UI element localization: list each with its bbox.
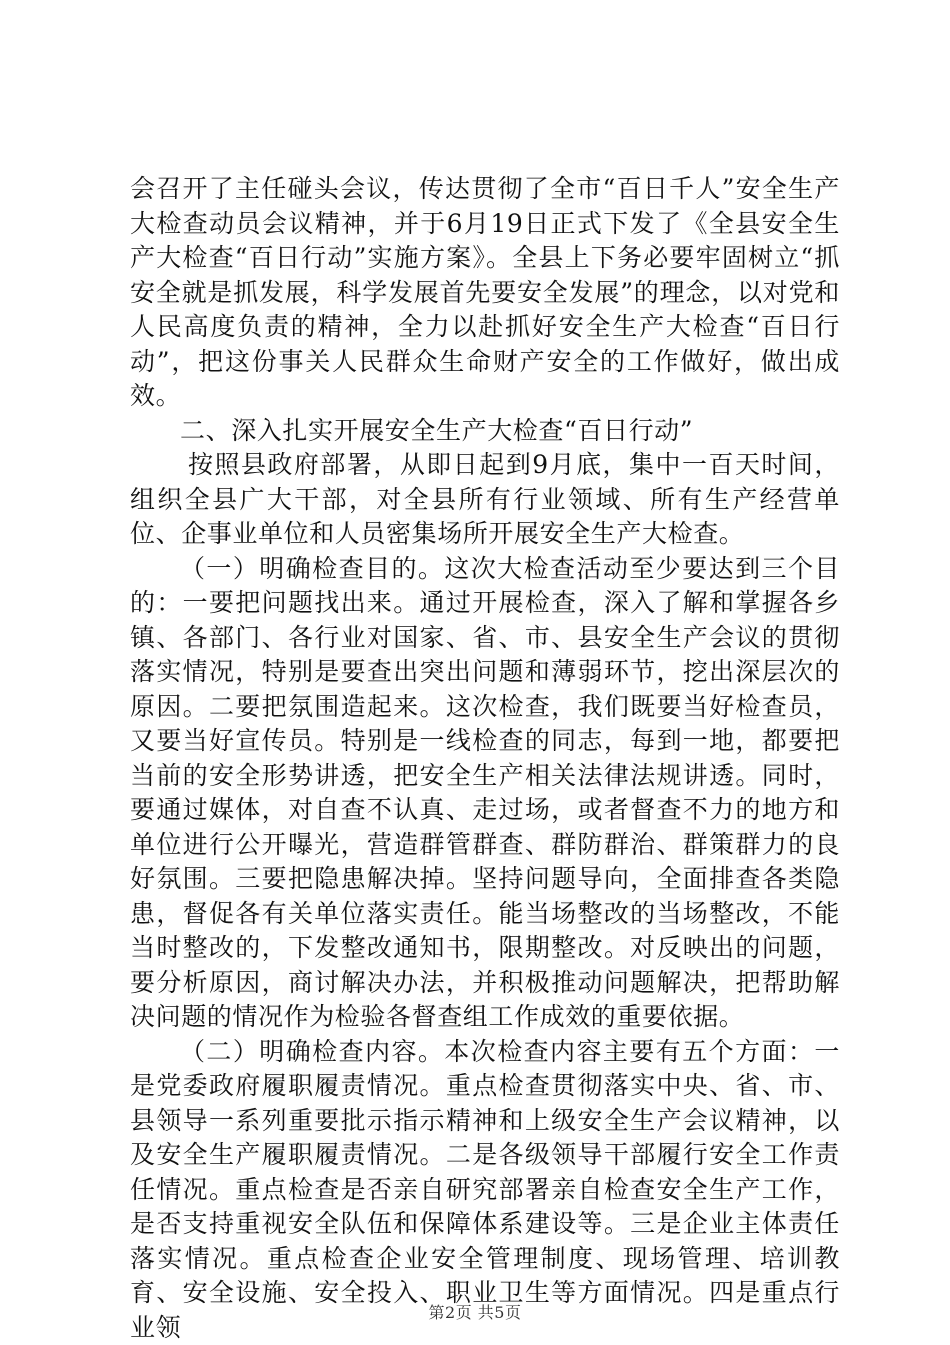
paragraph-intro: 会召开了主任碰头会议，传达贯彻了全市“百日千人”安全生产大检查动员会议精神，并于6月19日正式下发了《全县安全生产大检查“百日行动”实施方案》。全县上下务必要牢固树立“抓安全就是抓发展，科学发展首先要安全发展”的理念，以对党和人民高度负责的精神，全力以赴抓好安全生产大检查“百日行动”，把这份事关人民群众生命财产安全的工作做好，做出成效。 bbox=[130, 172, 840, 414]
document-body bbox=[130, 172, 840, 1345]
paragraph-deployment: 按照县政府部署，从即日起到9月底，集中一百天时间，组织全县广大干部，对全县所有行业领域、所有生产经营单位、企事业单位和人员密集场所开展安全生产大检查。 bbox=[130, 448, 840, 552]
paragraph-inspection-purpose: （一）明确检查目的。这次大检查活动至少要达到三个目的：一要把问题找出来。通过开展检查，深入了解和掌握各乡镇、各部门、各行业对国家、省、市、县安全生产会议的贯彻落实情况，特别是要查出突出问题和薄弱环节，挖出深层次的原因。二要把氛围造起来。这次检查，我们既要当好检查员，又要当好宣传员。特别是一线检查的同志，每到一地，都要把当前的安全形势讲透，把安全生产相关法律法规讲透。同时，要通过媒体，对自查不认真、走过场，或者督查不力的地方和单位进行公开曝光，营造群管群查、群防群治、群策群力的良好氛围。三要把隐患解决掉。坚持问题导向，全面排查各类隐患，督促各有关单位落实责任。能当场整改的当场整改，不能当时整改的，下发整改通知书，限期整改。对反映出的问题，要分析原因，商讨解决办法，并积极推动问题解决，把帮助解决问题的情况作为检验各督查组工作成效的重要依据。 bbox=[130, 552, 840, 1035]
page-footer: 第2页 共5页 bbox=[0, 1300, 950, 1323]
paragraph-inspection-content: （二）明确检查内容。本次检查内容主要有五个方面：一是党委政府履职履责情况。重点检查贯彻落实中央、省、市、县领导一系列重要批示指示精神和上级安全生产会议精神，以及安全生产履职履责情况。二是各级领导干部履行安全工作责任情况。重点检查是否亲自研究部署亲自检查安全生产工作，是否支持重视安全队伍和保障体系建设等。三是企业主体责任落实情况。重点检查企业安全管理制度、现场管理、培训教育、安全设施、安全投入、职业卫生等方面情况。四是重点行业领 bbox=[130, 1035, 840, 1345]
section-heading: 二、深入扎实开展安全生产大检查“百日行动” bbox=[130, 414, 840, 449]
